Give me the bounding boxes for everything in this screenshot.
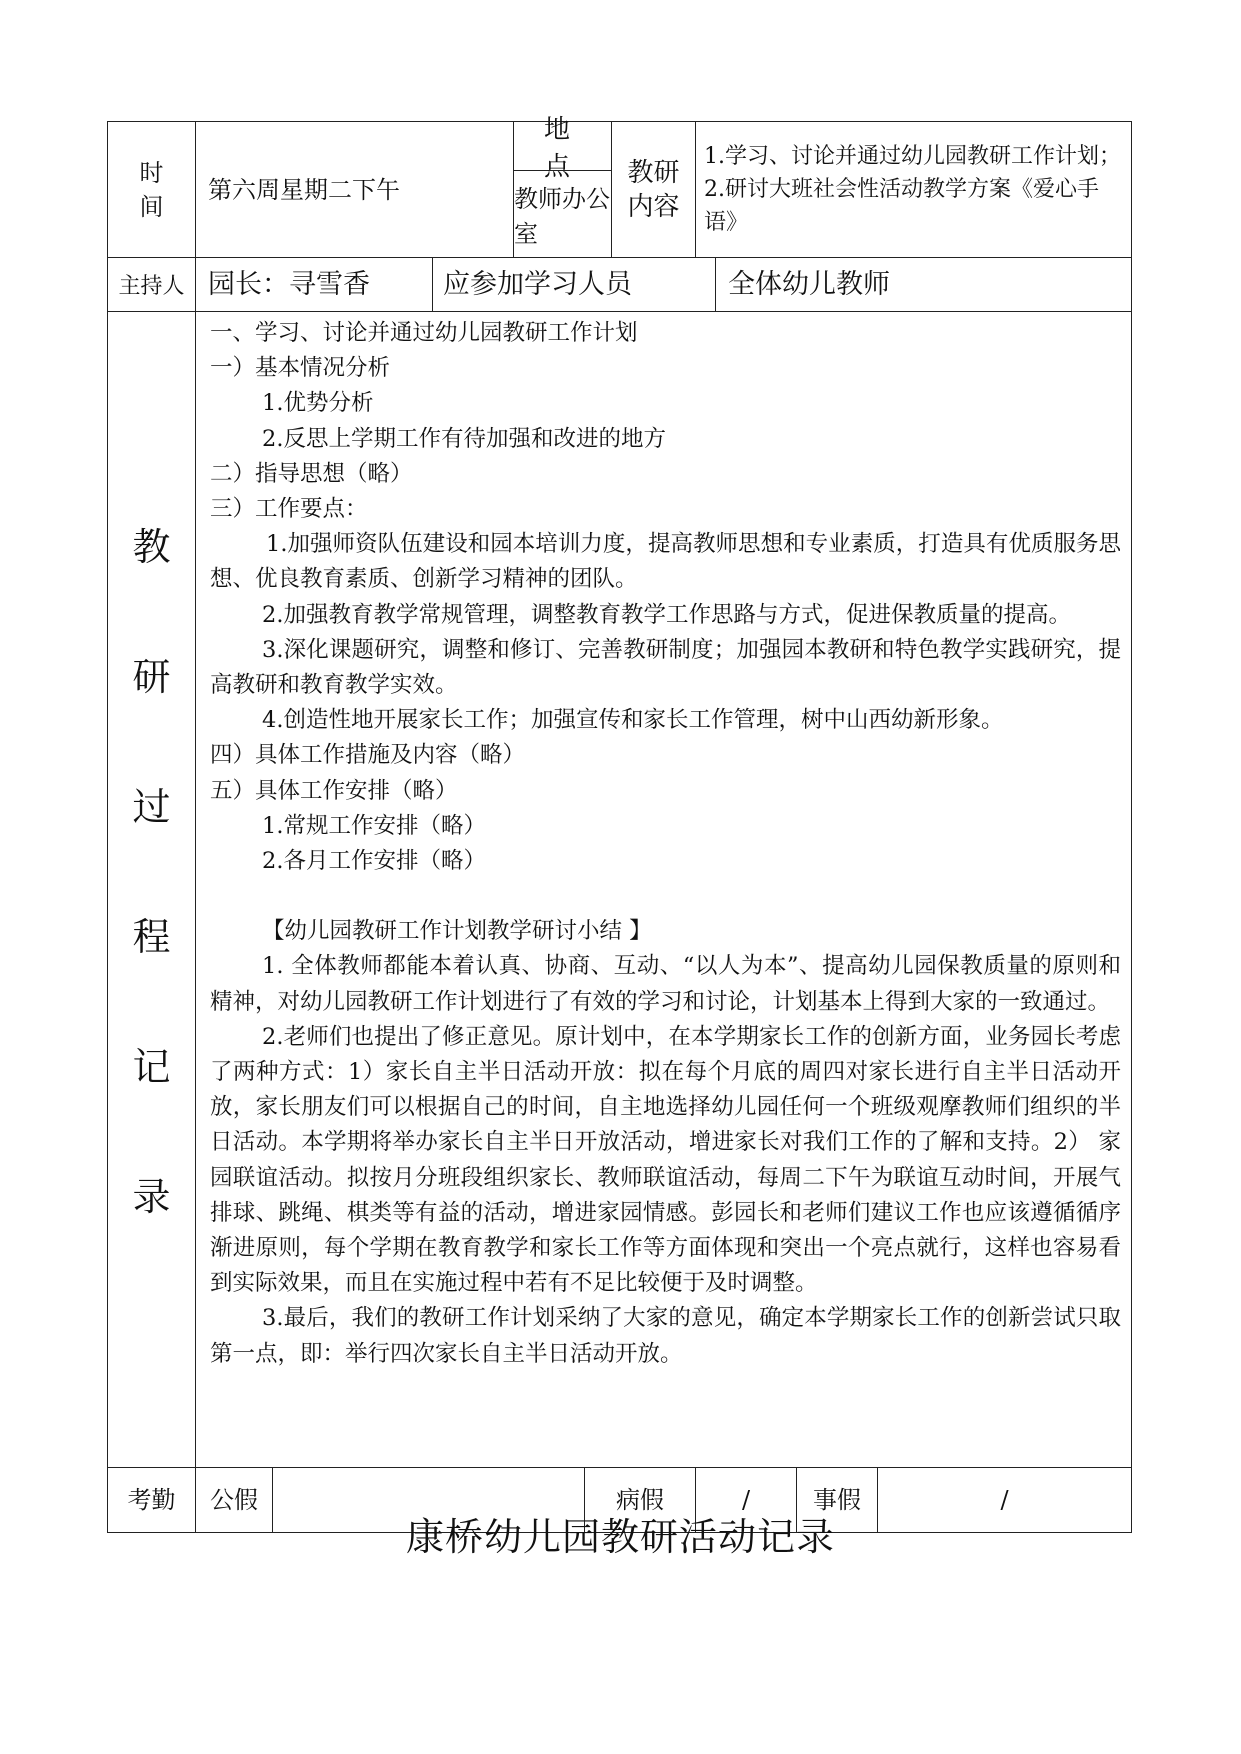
process-line — [210, 879, 1121, 914]
process-line: 1. 全体教师都能本着认真、协商、互动、“以人为本”、提高幼儿园保教质量的原则和精神，对幼儿园教研工作计划进行了有效的学习和讨论，计划基本上得到大家的一致通过。 — [210, 953, 1122, 1015]
host-row — [108, 258, 1132, 312]
process-line: 五）具体工作安排（略） — [210, 777, 458, 804]
attendees-value: 全体幼儿教师 — [716, 258, 1132, 312]
document-title: 康桥幼儿园教研活动记录 — [405, 1515, 835, 1559]
research-record-table — [107, 115, 1132, 1533]
process-line: 1.常规工作安排（略） — [262, 812, 486, 839]
location-label: 地点 — [514, 123, 611, 171]
process-line: 1.加强师资队伍建设和园本培训力度，提高教师思想和专业素质，打造具有优质服务思想、优良教育素质、创新学习精神的团队。 — [210, 531, 1122, 593]
location-value: 教师办公室 — [514, 184, 611, 248]
content-item-1: 1.学习、讨论并通过幼儿园教研工作计划； — [704, 144, 1122, 169]
process-line: 二）指导思想（略） — [210, 460, 413, 487]
content-item-2: 2.研讨大班社会性活动教学方案《爱心手语》 — [704, 177, 1100, 235]
host-value: 园长：寻雪香 — [196, 258, 433, 312]
process-line: 2.老师们也提出了修正意见。原计划中，在本学期家长工作的创新方面，业务园长考虑了两种方式：1）家长自主半日活动开放：拟在每个月底的周四对家长进行自主半日活动开放，家长朋友们可以根据自己的时间，自主地选择幼儿园任何一个班级观摩教师们组织的半日活动。本学期将举办家长自主半日开放活动，增进家长对我们工作的了解和支持。2） 家园联谊活动。拟按月分班段组织家长、教师联谊活动，每周二下午为联谊互动时间，开展气排球、跳绳、棋类等有益的活动，增进家园情感。彭园长和老师们建议工作也应该遵循循序渐进原则，每个学期在教育教学和家长工作等方面体现和突出一个亮点就行，这样也容易看到实际效果，而且在实施过程中若有不足比较便于及时调整。 — [210, 1023, 1122, 1297]
personal-leave-value: / — [1000, 1486, 1009, 1514]
public-leave-label: 公假 — [196, 1468, 273, 1533]
process-line: 一）基本情况分析 — [210, 355, 391, 382]
process-body — [196, 312, 1132, 1468]
location-cell — [514, 115, 612, 258]
process-line: 2.加强教育教学常规管理，调整教育教学工作思路与方式，促进保教质量的提高。 — [262, 601, 1071, 628]
header-row — [108, 122, 1132, 258]
process-row — [108, 312, 1132, 1468]
process-line: 一、学习、讨论并通过幼儿园教研工作计划 — [210, 320, 638, 346]
process-label-char: 录 — [132, 1175, 171, 1219]
host-label: 主持人 — [108, 258, 196, 312]
time-label: 时间 — [108, 122, 196, 258]
process-line: 三）工作要点： — [210, 496, 368, 523]
process-label-char: 研 — [132, 655, 171, 699]
personal-leave-label: 事假 — [797, 1468, 878, 1532]
sick-leave-label-text: 病假 — [616, 1486, 665, 1514]
process-label-char: 教 — [132, 525, 171, 569]
process-line: 2.反思上学期工作有待加强和改进的地方 — [262, 425, 666, 452]
attendance-label: 考勤 — [108, 1468, 196, 1533]
sick-leave-value: / — [696, 1468, 797, 1533]
process-line: 【幼儿园教研工作计划教学研讨小结 】 — [262, 918, 652, 945]
content-items — [696, 122, 1132, 258]
process-label-char: 记 — [132, 1045, 171, 1089]
process-line: 1.优势分析 — [262, 390, 374, 417]
process-line: 3.深化课题研究，调整和修订、完善教研制度；加强园本教研和特色教学实践研究，提高教研和教育教学实效。 — [210, 636, 1122, 699]
process-label — [108, 312, 196, 1468]
process-line: 四）具体工作措施及内容（略） — [210, 742, 526, 769]
process-line: 4.创造性地开展家长工作；加强宣传和家长工作管理，树中山西幼新形象。 — [262, 707, 1004, 734]
content-label: 教研内容 — [612, 122, 696, 258]
process-line: 2.各月工作安排（略） — [262, 848, 486, 875]
time-value: 第六周星期二下午 — [196, 122, 514, 258]
process-line: 3.最后，我们的教研工作计划采纳了大家的意见，确定本学期家长工作的创新尝试只取第一点，即：举行四次家长自主半日活动开放。 — [210, 1305, 1122, 1367]
process-label-char: 过 — [132, 785, 171, 829]
attendees-label: 应参加学习人员 — [433, 258, 716, 312]
process-label-char: 程 — [132, 915, 171, 959]
